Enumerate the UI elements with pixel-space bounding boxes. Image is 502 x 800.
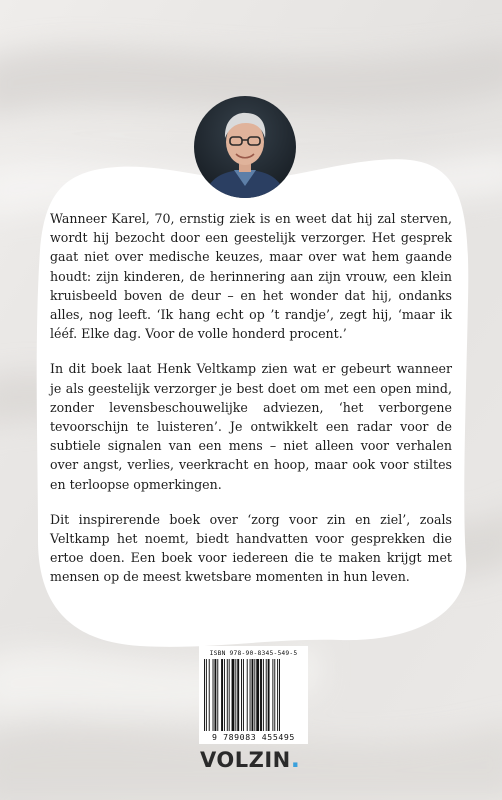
blurb-paragraph-2: In dit boek laat Henk Veltkamp zien wat er gebeurt wanneer je als geestelijk verzorger je best doet om met een open mind, zonder levensbeschouwelijke adviezen, ‘het verborgene tevoorschijn te luisteren’. Je ontwikkelt een radar voor de subtiele signalen van een mens – niet alleen voor verhalen over angst, verlies, veerkracht en hoop, maar ook voor stiltes en terloopse opmerkingen. [50,361,452,492]
blurb-paragraph-1: Wanneer Karel, 70, ernstig ziek is en weet dat hij zal sterven, wordt hij bezocht door een geestelijk verzorger. Het gesprek gaat niet over medische keuzes, maar over wat hem gaande houdt: zijn kinderen, de herinnering aan zijn vrouw, een klein kruisbeeld boven de deur – en het wonder dat hij, ondanks alles, nog leeft. ‘Ik hang echt op ’t randje’, zegt hij, ‘maar ik lééf. Elke dag. Voor de volle honderd procent.’ [50,211,452,342]
isbn-barcode [199,646,308,744]
blurb-paragraph-3: Dit inspirerende boek over ‘zorg voor zin en ziel’, zoals Veltkamp het noemt, biedt handvatten voor gesprekken die ertoe doen. Een boek voor iedereen die te maken krijgt met mensen op de meest kwetsbare momenten in hun leven. [50,511,452,585]
publisher-logo [200,747,300,772]
author-portrait-icon [194,96,296,198]
blurb-text [50,209,452,603]
isbn-label: ISBN 978-90-8345-549-5 [209,650,298,657]
publisher-logo-dot: . [290,745,301,773]
publisher-logo-text: VOLZIN [200,748,291,772]
barcode-bars-icon [204,659,303,731]
ean-digits: 9 789083 455495 [212,732,295,742]
author-portrait [194,96,296,198]
